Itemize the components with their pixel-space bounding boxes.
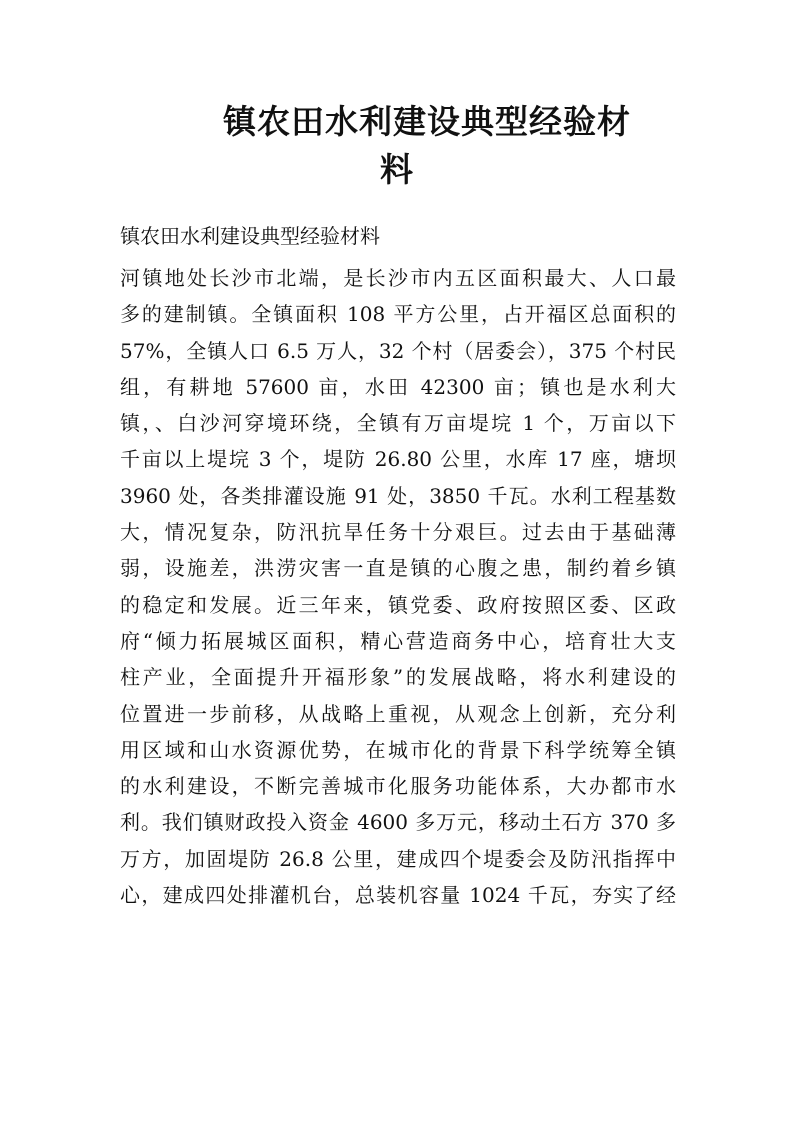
body-line: 的水利建设，不断完善城市化服务功能体系，大办都市水 bbox=[120, 774, 676, 799]
body-line: 用区域和山水资源优势，在城市化的背景下科学统筹全镇 bbox=[120, 737, 676, 762]
body-line: 千亩以上堤垸 3 个，堤防 26.80 公里，水库 17 座，塘坝 bbox=[120, 447, 676, 472]
body-line: 的稳定和发展。近三年来，镇党委、政府按照区委、区政 bbox=[120, 592, 676, 617]
title-line-1: 镇农田水利建设典型经验材 bbox=[223, 102, 631, 141]
body-line: 心，建成四处排灌机台，总装机容量 1024 千瓦，夯实了经 bbox=[120, 883, 676, 908]
body-line: 位置进一步前移，从战略上重视，从观念上创新，充分利 bbox=[120, 701, 676, 726]
body-line: 镇，、白沙河穿境环绕，全镇有万亩堤垸 1 个，万亩以下 bbox=[120, 411, 676, 436]
body-line: 57%，全镇人口 6.5 万人，32 个村（居委会），375 个村民 bbox=[120, 338, 676, 363]
title-line-2: 料 bbox=[380, 150, 414, 189]
body-line: 弱，设施差，洪涝灾害一直是镇的心腹之患，制约着乡镇 bbox=[120, 556, 676, 581]
document-title bbox=[120, 98, 674, 194]
body-line: 柱产业，全面提升开福形象”的发展战略，将水利建设的 bbox=[120, 665, 676, 690]
document-subtitle: 镇农田水利建设典型经验材料 bbox=[120, 224, 380, 248]
body-line: 大，情况复杂，防汛抗旱任务十分艰巨。过去由于基础薄 bbox=[120, 520, 676, 545]
body-line: 多的建制镇。全镇面积 108 平方公里，占开福区总面积的 bbox=[120, 302, 676, 327]
body-line: 利。我们镇财政投入资金 4600 多万元，移动土石方 370 多 bbox=[120, 810, 676, 835]
body-line: 组，有耕地 57600 亩，水田 42300 亩；镇也是水利大 bbox=[120, 374, 676, 399]
document-body bbox=[120, 260, 676, 913]
body-line: 3960 处，各类排灌设施 91 处，3850 千瓦。水利工程基数 bbox=[120, 483, 676, 508]
body-line: 万方，加固堤防 26.8 公里，建成四个堤委会及防汛指挥中 bbox=[120, 846, 676, 871]
body-line: 府“倾力拓展城区面积，精心营造商务中心，培育壮大支 bbox=[120, 628, 676, 653]
body-line: 河镇地处长沙市北端，是长沙市内五区面积最大、人口最 bbox=[120, 266, 676, 290]
